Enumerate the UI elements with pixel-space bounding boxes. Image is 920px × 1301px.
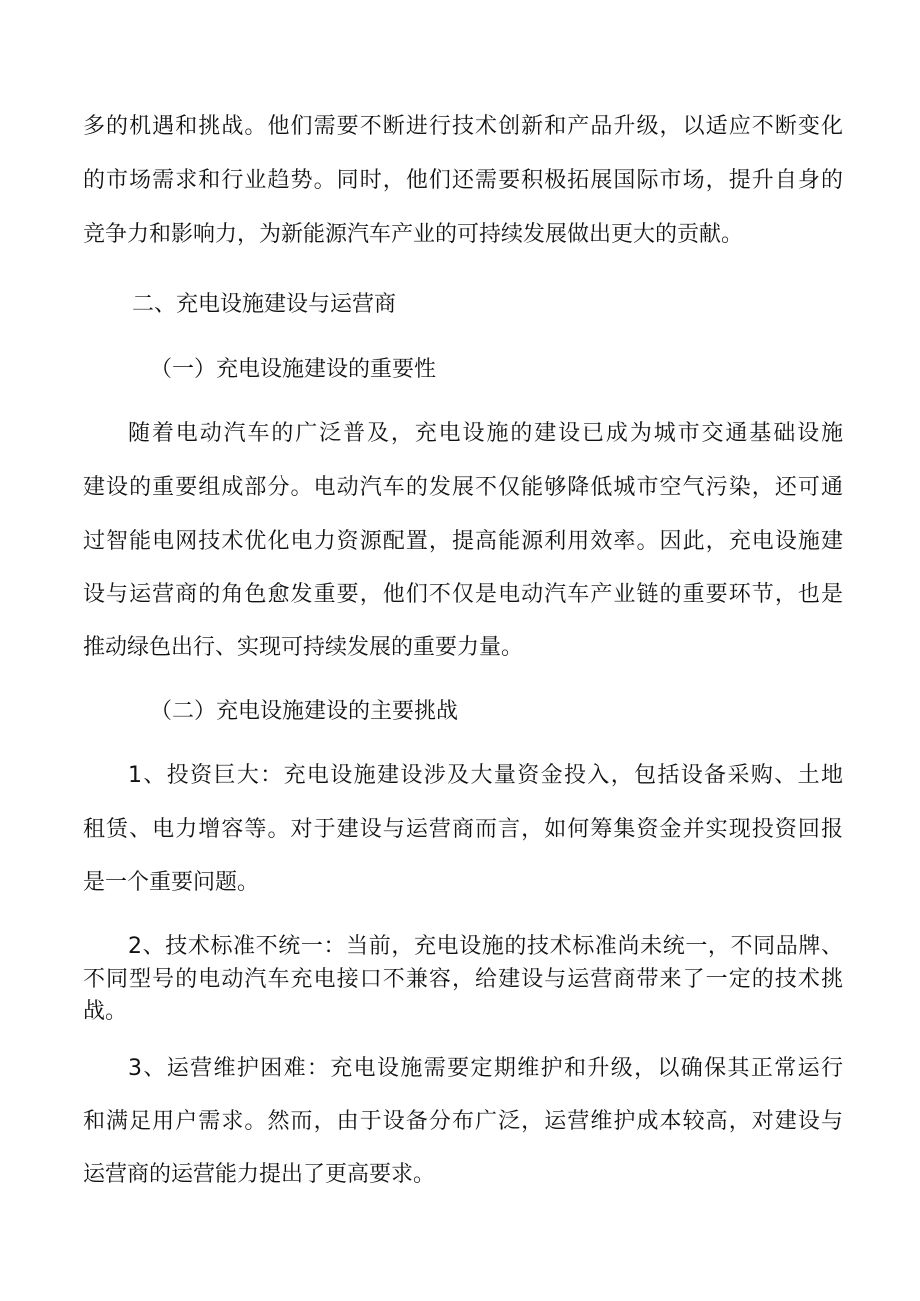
body-paragraph-line: 随着电动汽车的广泛普及，充电设施的建设已成为城市交通基础设施 (128, 421, 843, 446)
challenge-line: 租赁、电力增容等。对于建设与运营商而言，如何筹集资金并实现投资回报 (83, 817, 843, 842)
challenge-line: 不同型号的电动汽车充电接口不兼容，给建设与运营商带来了一定的技术挑 (83, 967, 843, 992)
intro-paragraph-line: 多的机遇和挑战。他们需要不断进行技术创新和产品升级，以适应不断变化 (83, 114, 843, 139)
body-paragraph-line: 推动绿色出行、实现可持续发展的重要力量。 (83, 635, 524, 660)
challenge-line: 战。 (83, 999, 128, 1024)
challenge-line: 是一个重要问题。 (83, 870, 260, 895)
intro-paragraph-line: 竞争力和影响力，为新能源汽车产业的可持续发展做出更大的贡献。 (83, 222, 744, 247)
challenge-line: 2、技术标准不统一：当前，充电设施的技术标准尚未统一，不同品牌、 (128, 934, 843, 959)
subsection-heading: （二）充电设施建设的主要挑战 (150, 699, 459, 724)
challenge-line: 运营商的运营能力提出了更高要求。 (83, 1162, 436, 1187)
challenge-line: 3、运营维护困难：充电设施需要定期维护和升级，以确保其正常运行 (128, 1056, 843, 1081)
body-paragraph-line: 建设的重要组成部分。电动汽车的发展不仅能够降低城市空气污染，还可通 (83, 475, 843, 500)
challenge-line: 1、投资巨大：充电设施建设涉及大量资金投入，包括设备采购、土地 (128, 763, 843, 788)
challenge-line: 和满足用户需求。然而，由于设备分布广泛，运营维护成本较高，对建设与 (83, 1109, 843, 1134)
intro-paragraph-line: 的市场需求和行业趋势。同时，他们还需要积极拓展国际市场，提升自身的 (83, 168, 843, 193)
subsection-heading: （一）充电设施建设的重要性 (150, 357, 437, 382)
body-paragraph-line: 设与运营商的角色愈发重要，他们不仅是电动汽车产业链的重要环节，也是 (83, 582, 843, 607)
body-paragraph-line: 过智能电网技术优化电力资源配置，提高能源利用效率。因此，充电设施建 (83, 529, 843, 554)
section-heading: 二、充电设施建设与运营商 (132, 292, 397, 317)
